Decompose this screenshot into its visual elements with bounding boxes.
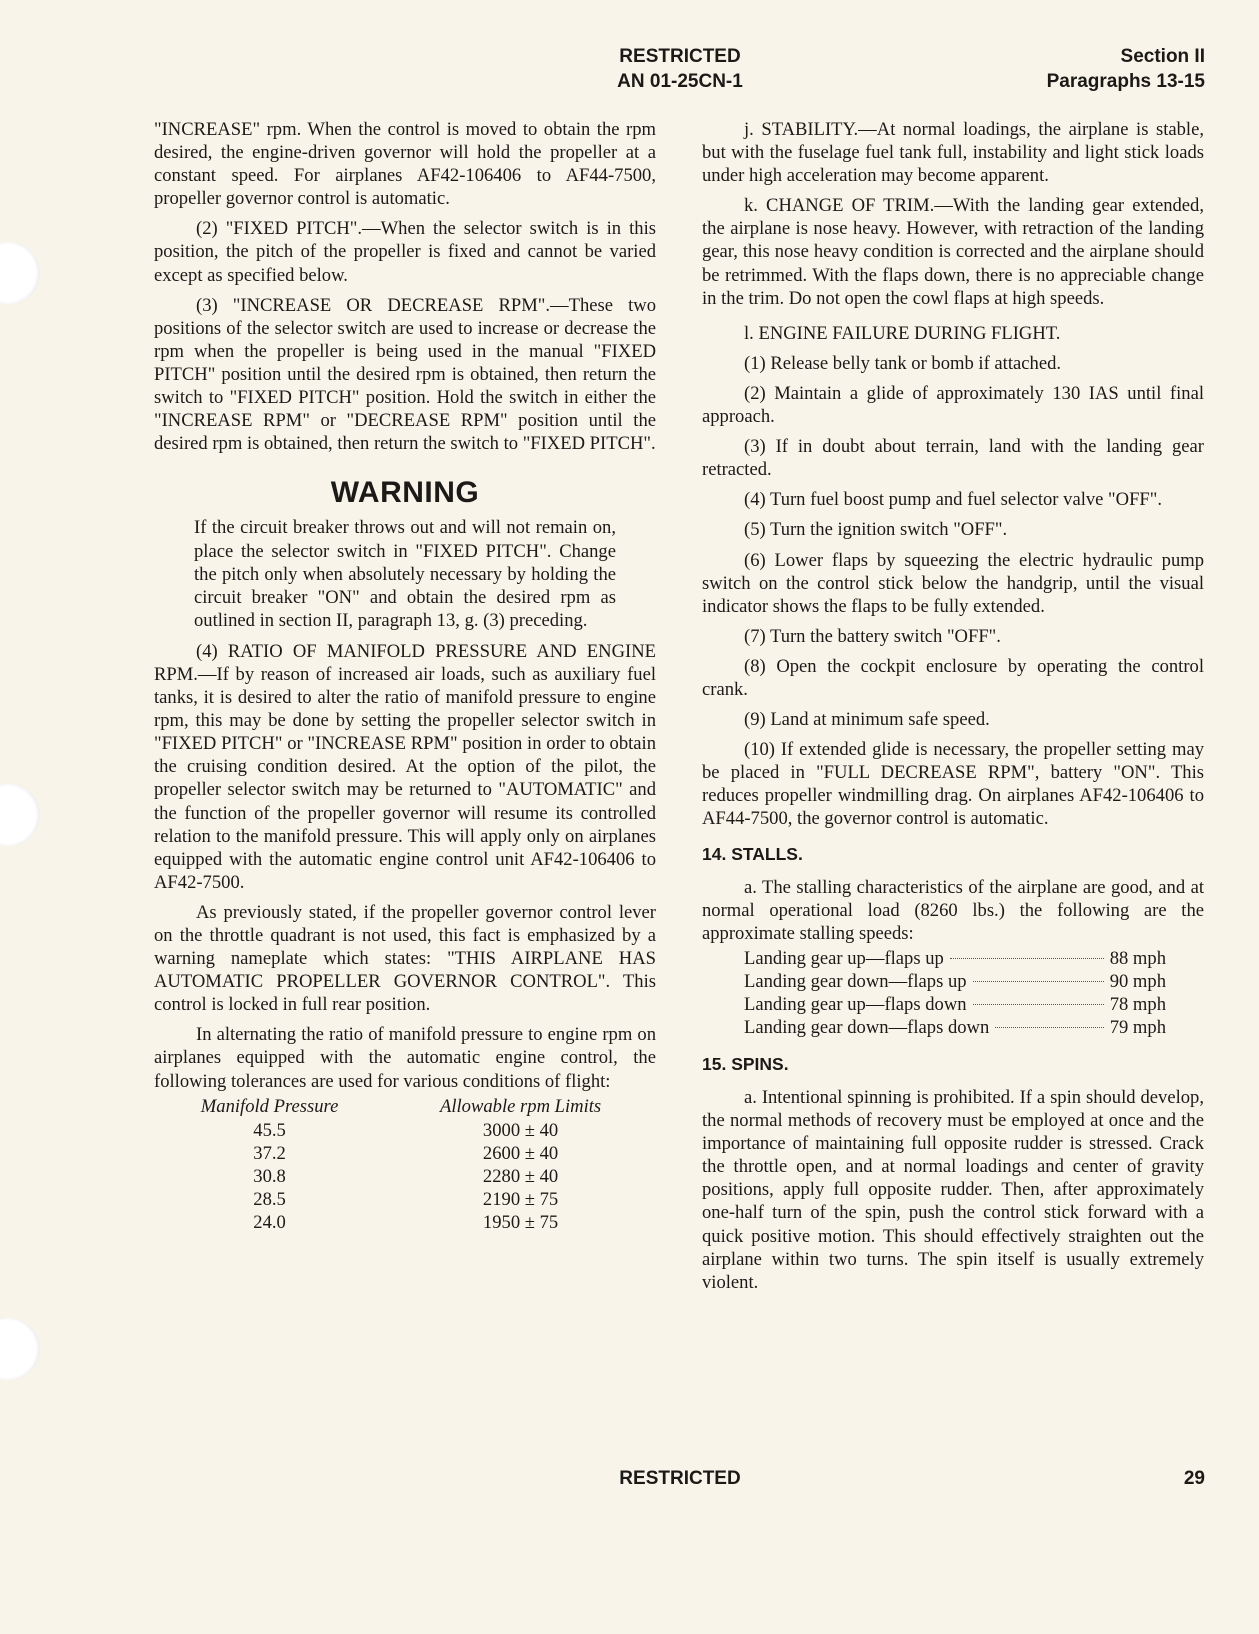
stall-condition: Landing gear down—flaps up — [744, 970, 967, 992]
stall-speed: 78 mph — [1109, 993, 1166, 1015]
table-cell: 45.5 — [253, 1119, 286, 1141]
stall-condition: Landing gear up—flaps up — [744, 947, 944, 969]
table-cell: 2600 ± 40 — [482, 1142, 559, 1164]
stall-speed: 90 mph — [1109, 970, 1166, 992]
stall-speed-row — [744, 947, 1166, 970]
engine-failure-item: (4) Turn fuel boost pump and fuel selector valve "OFF". — [744, 489, 1162, 511]
table-row — [154, 1119, 656, 1142]
leader-dots — [950, 958, 1104, 959]
engine-failure-item: (10) If extended glide is necessary, the propeller setting may be placed in "FULL DECREASE RPM", battery "ON". This reduces propeller windmilling drag. On airplanes AF42-106406 to AF44-7500, the governor control is automatic. — [702, 739, 1204, 830]
left-column — [154, 118, 656, 1234]
warning-text: If the circuit breaker throws out and will not remain on, place the selector switch in "FIXED PITCH". Change the pitch only when absolutely necessary by holding the circuit breaker "ON" and obtain the desired rpm as outlined in section II, paragraph 13, g. (3) preceding. — [194, 517, 616, 631]
paragraph-nameplate: As previously stated, if the propeller governor control lever on the throttle quadrant is not used, this fact is emphasized by a warning nameplate which states: "THIS AIRPLANE HAS AUTOMATIC PROPELLER GOVERNOR CONTROL". This control is locked in full rear position. — [154, 901, 656, 1016]
paragraph-increase-rpm: "INCREASE" rpm. When the control is moved to obtain the rpm desired, the engine-driven governor will hold the propeller at a constant speed. For airplanes AF42-106406 to AF44-7500, propeller governor control is automatic. — [154, 119, 656, 210]
warning-box — [194, 516, 616, 631]
stall-speed-row — [744, 993, 1166, 1016]
engine-failure-title: l. ENGINE FAILURE DURING FLIGHT. — [744, 322, 1061, 344]
leader-dots — [973, 1004, 1104, 1005]
spins-heading: 15. SPINS. — [702, 1053, 789, 1074]
binder-hole-middle — [0, 784, 40, 846]
page-header-center — [560, 44, 800, 94]
tolerance-table — [154, 1095, 656, 1234]
column-header-manifold: Manifold Pressure — [200, 1095, 339, 1117]
paragraph-stalls: a. The stalling characteristics of the airplane are good, and at normal operational load (8260 lbs.) the following are the approximate stalling speeds: — [702, 876, 1204, 944]
header-section: Section II — [1120, 46, 1205, 67]
engine-failure-item: (3) If in doubt about terrain, land with the landing gear retracted. — [702, 436, 1204, 481]
stall-speed-row — [744, 970, 1166, 993]
table-cell: 3000 ± 40 — [482, 1119, 559, 1141]
table-row — [154, 1142, 656, 1165]
engine-failure-item: (6) Lower flaps by squeezing the electric hydraulic pump switch on the control stick below the handgrip, until the visual indicator shows the flaps to be fully extended. — [702, 549, 1204, 617]
engine-failure-item: (2) Maintain a glide of approximately 130 IAS until final approach. — [702, 382, 1204, 428]
engine-failure-item: (8) Open the cockpit enclosure by operating the control crank. — [702, 655, 1204, 700]
stall-speed-list — [702, 947, 1204, 1039]
engine-failure-item: (9) Land at minimum safe speed. — [744, 709, 990, 731]
paragraph-change-of-trim: k. CHANGE OF TRIM.—With the landing gear extended, the airplane is nose heavy. However, with retraction of the landing gear, this nose heavy condition is corrected and the airplane should be retrimmed. With the flaps down, there is no appreciable change in the trim. Do not open the cowl flaps at high speeds. — [702, 195, 1204, 309]
table-row — [154, 1165, 656, 1188]
engine-failure-item: (5) Turn the ignition switch "OFF". — [744, 519, 1008, 541]
stall-condition: Landing gear up—flaps down — [744, 993, 967, 1015]
footer-classification: RESTRICTED — [619, 1468, 741, 1489]
stall-speed-row — [744, 1016, 1166, 1039]
table-cell: 30.8 — [253, 1165, 286, 1187]
engine-failure-item: (1) Release belly tank or bomb if attached. — [744, 352, 1062, 374]
engine-failure-item: (7) Turn the battery switch "OFF". — [744, 625, 1001, 647]
table-cell: 2280 ± 40 — [482, 1165, 559, 1187]
table-row — [154, 1188, 656, 1211]
leader-dots — [995, 1027, 1103, 1028]
stall-speed: 88 mph — [1109, 947, 1166, 969]
paragraph-increase-decrease-rpm: (3) "INCREASE OR DECREASE RPM".—These two positions of the selector switch are used to increase or decrease the rpm when the propeller is being used in the manual "FIXED PITCH" position until the desired rpm is obtained, then return the switch to "FIXED PITCH" position. Hold the switch in either the "INCREASE RPM" or "DECREASE RPM" position until the desired rpm is obtained, then return the switch to "FIXED PITCH". — [154, 294, 656, 455]
binder-hole-bottom — [0, 1318, 40, 1380]
paragraph-fixed-pitch: (2) "FIXED PITCH".—When the selector switch is in this position, the pitch of the propeller is fixed and cannot be varied except as specified below. — [154, 218, 656, 286]
table-cell: 2190 ± 75 — [482, 1188, 559, 1210]
stall-speed: 79 mph — [1109, 1016, 1166, 1038]
stall-condition: Landing gear down—flaps down — [744, 1016, 990, 1038]
binder-hole-top — [0, 242, 40, 304]
table-row — [154, 1211, 656, 1234]
paragraph-stability: j. STABILITY.—At normal loadings, the airplane is stable, but with the fuselage fuel tank full, instability and light stick loads under high acceleration may become apparent. — [702, 119, 1204, 187]
header-classification: RESTRICTED — [619, 46, 741, 67]
header-doc-number: AN 01-25CN-1 — [617, 71, 743, 92]
paragraph-manifold-ratio: (4) RATIO OF MANIFOLD PRESSURE AND ENGINE RPM.—If by reason of increased air loads, such as auxiliary fuel tanks, it is desired to alter the ratio of manifold pressure to engine rpm, this may be done by setting the propeller selector switch in "FIXED PITCH" or "INCREASE RPM" position in order to obtain the cruising condition desired. At the option of the pilot, the propeller selector switch may be returned to "AUTOMATIC" and the function of the propeller governor will resume its controlled relation to the manifold pressure. This will apply only on airplanes equipped with the automatic engine control unit AF42-106406 to AF42-7500. — [154, 640, 656, 893]
table-cell: 1950 ± 75 — [482, 1211, 559, 1233]
header-paragraphs: Paragraphs 13-15 — [1046, 71, 1205, 92]
page-header-right — [1047, 44, 1205, 94]
table-cell: 37.2 — [253, 1142, 286, 1164]
paragraph-tolerances-intro: In alternating the ratio of manifold pressure to engine rpm on airplanes equipped with the automatic engine control, the following tolerances are used for various conditions of flight: — [154, 1024, 656, 1092]
table-cell: 28.5 — [253, 1188, 286, 1210]
table-header-row — [154, 1095, 656, 1119]
table-cell: 24.0 — [253, 1211, 286, 1233]
stalls-heading: 14. STALLS. — [702, 843, 803, 864]
page-number: 29 — [1183, 1468, 1205, 1489]
leader-dots — [973, 981, 1104, 982]
warning-title: WARNING — [330, 476, 480, 510]
paragraph-spins: a. Intentional spinning is prohibited. If a spin should develop, the normal methods of recovery must be employed at once and the importance of maintaining full opposite rudder is stressed. Crack the throttle open, and at normal loadings and center of gravity positions, apply full opposite rudder. Then, after approximately one-half turn of the spin, push the control stick forward with a quick positive motion. This should effectively straighten out the airplane within two turns. The spin itself is usually extremely violent. — [702, 1087, 1204, 1293]
right-column — [702, 118, 1204, 1301]
column-header-rpm: Allowable rpm Limits — [439, 1095, 602, 1117]
